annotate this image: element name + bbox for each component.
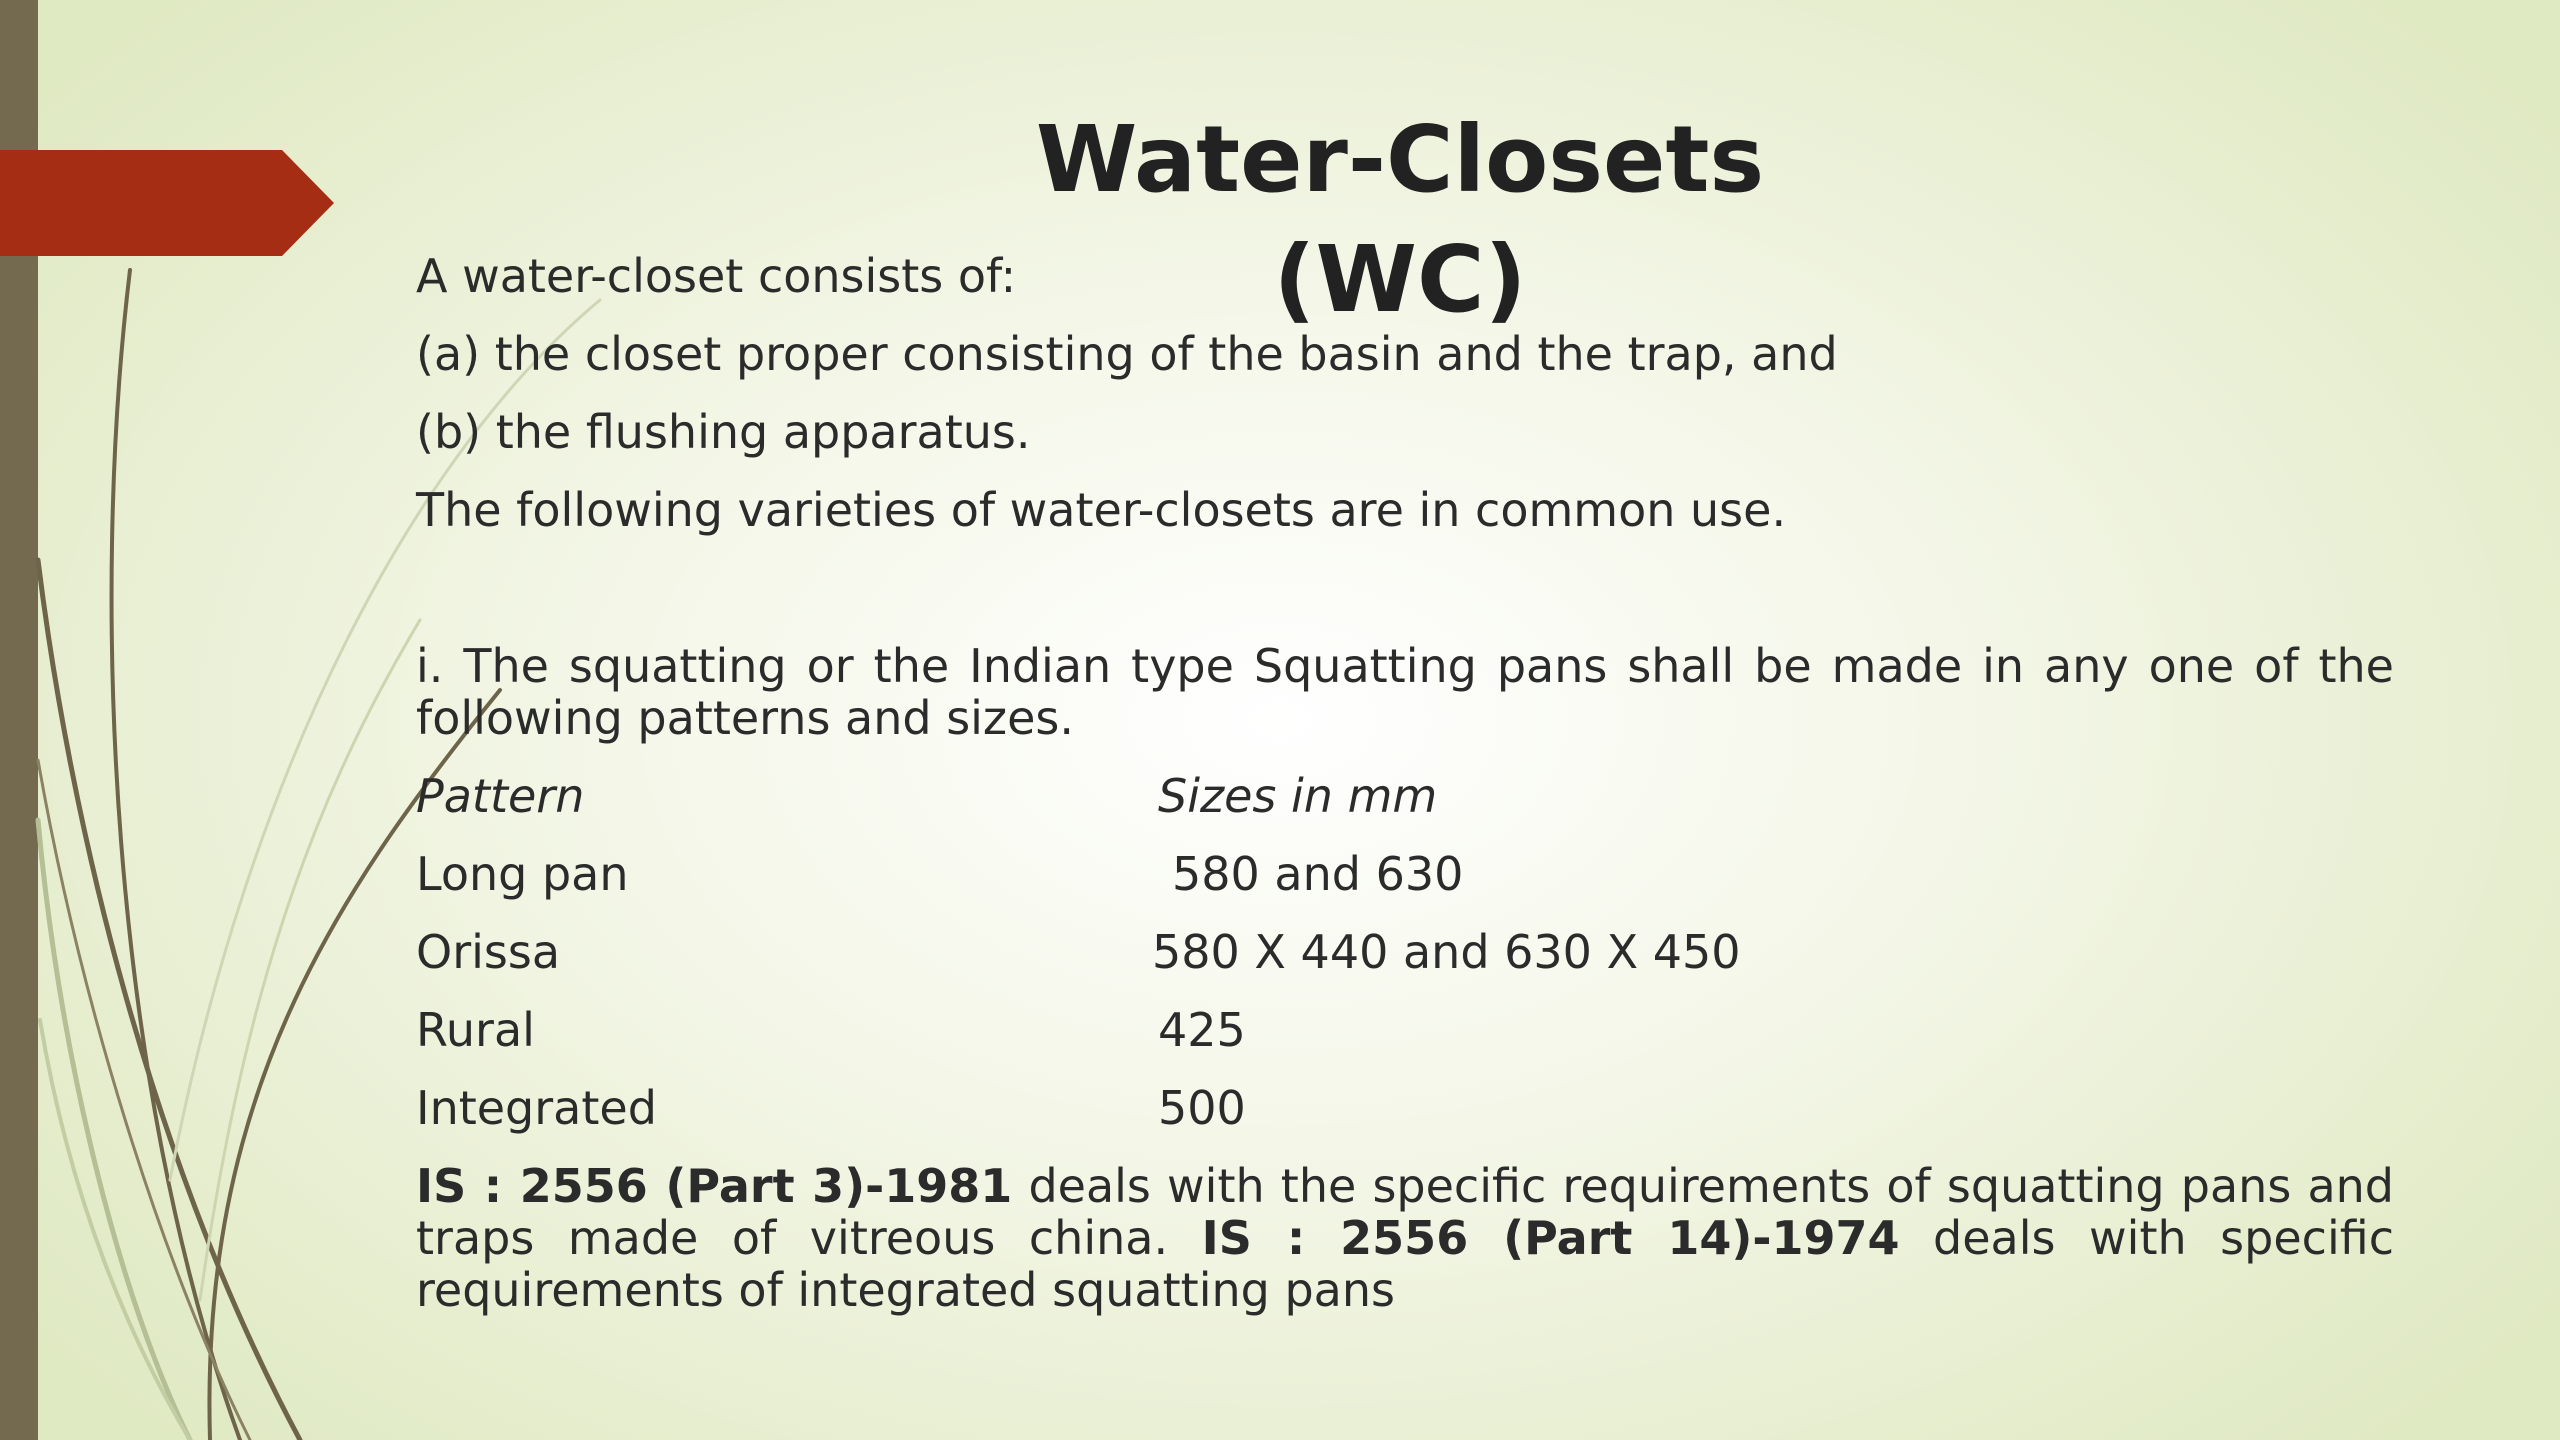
slide-title: Water-Closets (WC): [1035, 106, 1765, 333]
pattern-cell: Rural: [416, 1003, 535, 1057]
table-row: [416, 926, 2394, 1004]
table-row: [416, 848, 2394, 926]
red-arrow-banner: [0, 150, 334, 256]
standards-paragraph: [416, 1160, 2394, 1316]
intro-line: (a) the closet proper consisting of the basin and the trap, and: [416, 327, 1838, 381]
table-row: [416, 1004, 2394, 1082]
column-header-pattern: Pattern: [416, 769, 585, 823]
size-cell: 425: [1158, 1003, 1246, 1057]
size-cell: 580 and 630: [1172, 847, 1464, 901]
intro-line: A water-closet consists of:: [416, 249, 1017, 303]
column-header-sizes: Sizes in mm: [1158, 769, 1438, 823]
size-cell: 500: [1158, 1081, 1246, 1135]
section-i-paragraph: i. The squatting or the Indian type Squatting pans shall be made in any one of the following patterns and sizes.: [416, 639, 2394, 745]
size-cell: 580 X 440 and 630 X 450: [1152, 925, 1741, 979]
pattern-cell: Orissa: [416, 925, 561, 979]
slide-body: [416, 250, 2394, 1342]
table-row: [416, 1082, 2394, 1160]
table-header-row: [416, 770, 2394, 848]
pattern-cell: Long pan: [416, 847, 629, 901]
intro-line: The following varieties of water-closets are in common use.: [416, 483, 1787, 537]
spacer: [416, 562, 2394, 640]
pattern-cell: Integrated: [416, 1081, 657, 1135]
standard-reference: IS : 2556 (Part 14)-1974: [1201, 1211, 1900, 1265]
standard-reference: IS : 2556 (Part 3)-1981: [416, 1159, 1013, 1213]
standard-text: deals with specific requirements of integrated squatting pans: [416, 1211, 2394, 1317]
standard-text: deals with the specific requirements of squatting pans and traps made of vitreous china.: [416, 1159, 2395, 1265]
intro-line: (b) the flushing apparatus.: [416, 405, 1031, 459]
